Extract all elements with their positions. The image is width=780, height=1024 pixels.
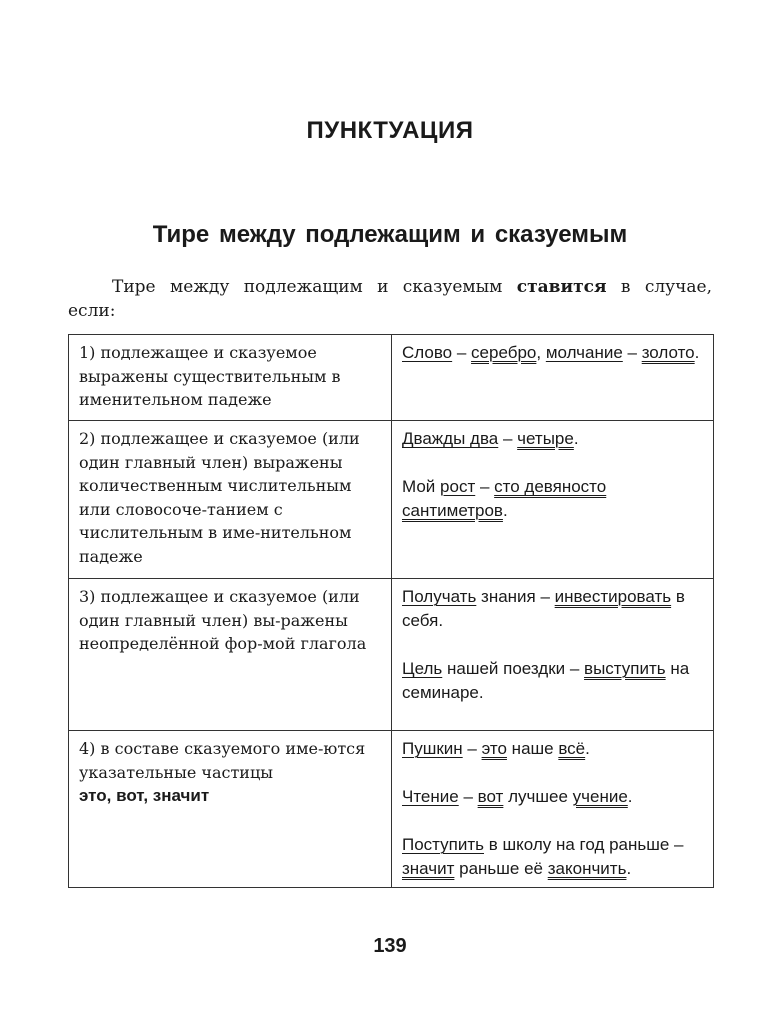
example-text: на семинаре.: [402, 659, 690, 702]
predicate-word: учение: [572, 787, 628, 806]
predicate-word: серебро: [471, 343, 537, 362]
condition-cell: 3) подлежащее и сказуемое (или один главный член) вы-ражены неопределённой фор-мой глагола: [69, 579, 392, 731]
subject-word: рост: [440, 477, 476, 496]
predicate-word: всё: [558, 739, 586, 758]
example-cell: [392, 731, 714, 888]
example-text: в себя.: [402, 587, 685, 630]
subject-word: Цель: [402, 659, 443, 678]
example-text: .: [626, 859, 632, 878]
example-text: нашей поездки –: [442, 659, 585, 678]
example: [402, 785, 705, 809]
example-cell: [392, 421, 714, 579]
subject-word: Слово: [402, 343, 453, 362]
example-text: –: [622, 343, 642, 362]
example: [402, 475, 705, 523]
example-text: знания –: [476, 587, 555, 606]
condition-cell: [69, 731, 392, 888]
predicate-word: четыре: [517, 429, 574, 448]
example: [402, 657, 705, 705]
intro-text: Тире между подлежащим и сказуемым: [112, 277, 517, 297]
subject-word: Чтение: [402, 787, 459, 806]
example-text: .: [585, 739, 590, 758]
example-cell: [392, 579, 714, 731]
page-number: 139: [373, 935, 407, 957]
example-text: в школу на год раньше –: [484, 835, 684, 854]
intro-paragraph: [68, 275, 712, 323]
example-text: лучшее: [503, 787, 573, 806]
example-text: –: [498, 429, 518, 448]
table-row: [69, 579, 714, 731]
page-title: ПУНКТУАЦИЯ: [306, 117, 474, 144]
example: [402, 585, 705, 633]
predicate-word: золото: [641, 343, 695, 362]
example-text: –: [462, 739, 482, 758]
example: [402, 833, 705, 881]
predicate-word: инвестировать: [554, 587, 672, 606]
example-text: –: [475, 477, 495, 496]
subject-word: Поступить: [402, 835, 484, 854]
intro-text-end: в случае, если:: [68, 277, 712, 321]
example: [402, 427, 705, 451]
example: [402, 341, 705, 365]
example-text: .: [502, 501, 508, 520]
example-text: .: [694, 343, 700, 362]
subject-word: Получать: [402, 587, 477, 606]
example-text: ,: [536, 343, 546, 362]
predicate-word: значит: [402, 859, 455, 878]
predicate-word: закончить: [547, 859, 627, 878]
table-row: [69, 335, 714, 421]
example: [402, 737, 705, 761]
example-text: .: [627, 787, 633, 806]
rules-table: [68, 334, 714, 888]
example-text: раньше её: [454, 859, 548, 878]
predicate-word: это: [481, 739, 507, 758]
example-text: наше: [506, 739, 559, 758]
table-row: [69, 421, 714, 579]
table-row: [69, 731, 714, 888]
example-text: –: [452, 343, 472, 362]
predicate-word: сто девяносто сантиметров: [402, 477, 607, 520]
condition-text: 4) в составе сказуемого име-ются указательные частицы: [79, 739, 366, 782]
predicate-word: вот: [477, 787, 504, 806]
condition-cell: 1) подлежащее и сказуемое выражены существительным в именительном падеже: [69, 335, 392, 421]
subject-word: Дважды два: [402, 429, 499, 448]
example-text: –: [458, 787, 478, 806]
condition-cell: 2) подлежащее и сказуемое (или один главный член) выражены количественным числительным или словосоче-танием с числительным в име-нительном падеже: [69, 421, 392, 579]
subject-word: Пушкин: [402, 739, 463, 758]
example-text: Мой: [402, 477, 441, 496]
subject-word: молчание: [545, 343, 623, 362]
predicate-word: выступить: [584, 659, 666, 678]
section-title: Тире между подлежащим и сказуемым: [152, 221, 628, 248]
example-text: .: [573, 429, 579, 448]
condition-particles: это, вот, значит: [79, 786, 210, 805]
example-cell: [392, 335, 714, 421]
intro-bold-word: ставится: [516, 277, 607, 297]
